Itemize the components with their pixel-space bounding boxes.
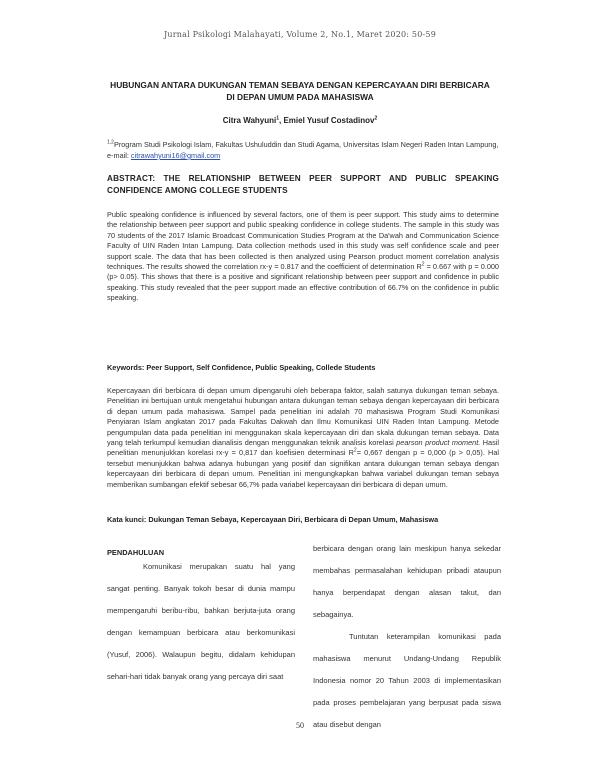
abstract-id-sup: 2	[353, 448, 357, 455]
article-title: HUBUNGAN ANTARA DUKUNGAN TEMAN SEBAYA DENGAN KEPERCAYAAN DIRI BERBICARA DI DEPAN UMUM PADA MAHASISWA	[110, 80, 490, 102]
author-1-sup: 1	[276, 115, 280, 122]
author-2-sup: 2	[374, 115, 378, 122]
abstract-en-sup: 2	[421, 261, 425, 268]
body-column-left	[107, 556, 295, 688]
abstract-indonesian	[107, 386, 499, 490]
author-separator: ,	[279, 116, 284, 125]
email-link[interactable]: citrawahyuni16@gmail.com	[130, 151, 221, 160]
author-line	[0, 116, 600, 125]
body-paragraph-right-2: Tuntutan keterampilan komunikasi pada mahasiswa menurut Undang-Undang Republik Indonesia nomor 20 Tahun 2003 di implementasikan pada proses pembelajaran yang berpusat pada siswa atau disebut dengan	[313, 632, 501, 729]
abstract-en-part2: = 0.667 with p = 0.000 (p> 0.05). This shows that there is a positive and significant relationship between peer support and confidence in public speaking. This study revealed that the peer support made an effective contribution of 66.7% on the confidence in public speaking.	[107, 262, 499, 303]
page-number: 50	[296, 721, 304, 730]
author-2: Emiel Yusuf Costadinov	[283, 116, 375, 125]
keywords-indonesian: Kata kunci: Dukungan Teman Sebaya, Kepercayaan Diri, Berbicara di Depan Umum, Mahasiswa	[107, 515, 439, 524]
section-heading: PENDAHULUAN	[107, 548, 165, 557]
affiliation	[107, 139, 502, 161]
abstract-id-part3: = 0,667 dengan p = 0,000 (p > 0,05). Hal tersebut menunjukkan bahwa adanya hubungan yang positif dan signifikan antara dukungan teman sebaya dengan kepercayaan diri berbicara di depan umum. Penelitian ini mengungkapkan bahwa variabel dukungan teman sebaya memberikan sumbangan efektif sebesar 66,7% pada variabel kepercayaan diri berbicara di depan umum.	[107, 448, 499, 489]
abstract-id-part2: Hasil penelitian menunjukkan korelasi rx-y = 0,817 dan koefisien determinasi R	[107, 438, 500, 458]
body-paragraph-right-1: berbicara dengan orang lain meskipun hanya sekedar membahas permasalahan kehidupan pribadi ataupun hanya berpendapat dengan alasan takut, dan sebagainya.	[313, 544, 501, 619]
abstract-id-italic: pearson product moment.	[396, 438, 481, 448]
keywords-english: Keywords: Peer Support, Self Confidence, Public Speaking, Collede Students	[107, 363, 376, 372]
author-1: Citra Wahyuni	[222, 116, 277, 125]
abstract-title: ABSTRACT: THE RELATIONSHIP BETWEEN PEER SUPPORT AND PUBLIC SPEAKING CONFIDENCE AMONG COLLEGE STUDENTS	[107, 174, 499, 195]
abstract-en-part1: Public speaking confidence is influenced by several factors, one of them is peer support. This study aims to determine the relationship between peer support and public speaking confidence in college students. The sample in this study was 70 students of the 2017 Islamic Broadcast Communication Studies Program at the Da'wah and Communication Science Faculty of UIN Raden Intan Lampung. Data collection methods used in this study was self confidence scale and peer support scale. The data that has been collected is then analyzed using Pearson product moment correlation analysis techniques. The results showed the correlation rx-y = 0.817 and the coefficient of determination R	[107, 210, 499, 272]
abstract-english	[107, 210, 499, 304]
abstract-id-part1: Kepercayaan diri berbicara di depan umum dipengaruhi oleh beberapa faktor, salah satunya dukungan teman sebaya. Penelitian ini bertujuan untuk mengetahui hubungan antara dukungan teman sebaya dengan kepercayaan diri berbicara di depan umum pada mahasiswa. Sampel pada penelitian ini adalah 70 mahasiswa Program Studi Komunikasi Penyiaran Islam angkatan 2017 pada Fakultas Dakwah dan Ilmu Komunikasi UIN Raden Intan Lampung. Metode pengumpulan data pada penelitian ini menggunakan skala kepercayaan diri dan skala dukungan teman sebaya. Data yang telah terkumpul kemudian dianalisis dengan menggunakan teknik analisis korelasi	[107, 386, 499, 448]
running-header: Jurnal Psikologi Malahayati, Volume 2, No.1, Maret 2020: 50-59	[163, 30, 436, 39]
affiliation-text: Program Studi Psikologi Islam, Fakultas Ushuluddin dan Studi Agama, Universitas Islam Negeri Raden Intan Lampung, e-mail:	[107, 140, 499, 160]
body-paragraph-left: Komunikasi merupakan suatu hal yang sangat penting. Banyak tokoh besar di dunia mampu mempengaruhi beribu-ribu, bahkan berjuta-juta orang dengan kemampuan berbicara atau berkomunikasi (Yusuf, 2006). Walaupun begitu, didalam kehidupan sehari-hari tidak banyak orang yang percaya diri saat	[107, 562, 295, 681]
body-column-right	[313, 538, 501, 736]
affiliation-sup: 1,2	[107, 139, 114, 146]
